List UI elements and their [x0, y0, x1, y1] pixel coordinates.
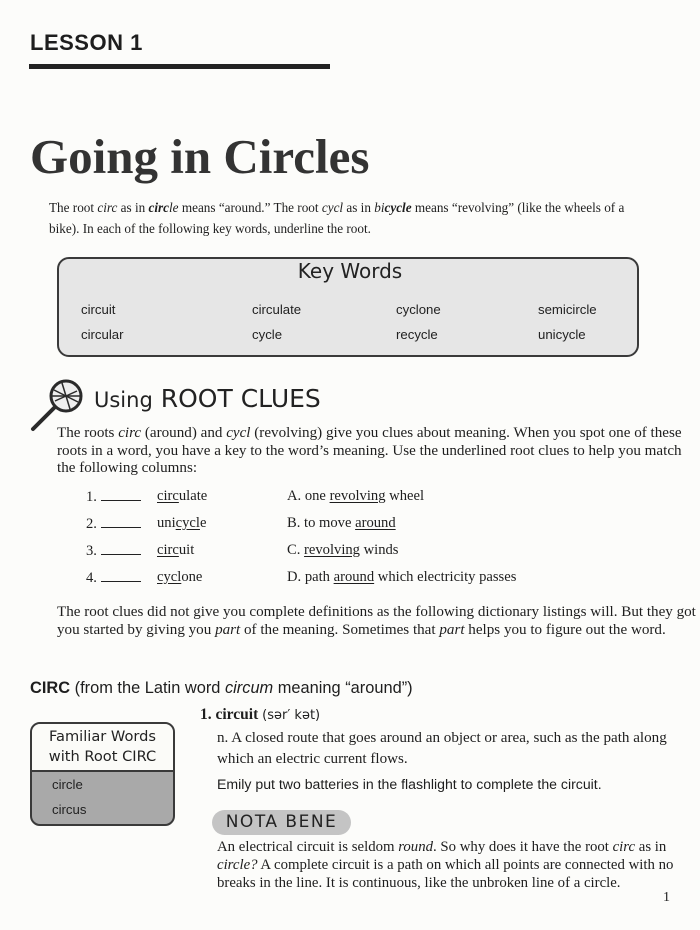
word-root: circ — [157, 488, 179, 504]
definition-text: which electricity passes — [374, 569, 517, 585]
definition-text: A. one — [287, 488, 330, 504]
pronunciation: (sər′ kət) — [262, 708, 321, 723]
intro-text: as in — [343, 200, 375, 215]
familiar-words-header — [32, 724, 173, 772]
word-root: cycl — [157, 569, 182, 585]
root-clues-heading-small: Using — [94, 388, 153, 412]
nota-bene-text — [217, 839, 677, 892]
emphasis-round: round — [398, 839, 434, 855]
word-root: cycl — [175, 515, 200, 531]
match-definition — [287, 542, 398, 559]
nota-text: . So why does it have the root — [433, 839, 613, 855]
match-word — [157, 488, 207, 505]
clues-text: (around) and — [141, 425, 227, 441]
key-word: circular — [81, 327, 124, 342]
familiar-words-title — [32, 727, 173, 767]
familiar-title-line: Familiar Words — [48, 728, 157, 745]
intro-paragraph — [49, 197, 629, 239]
entry-definition: n. A closed route that goes around an object or area, such as the path along which an electric current flows. — [217, 730, 667, 767]
emphasis-part: part — [215, 621, 241, 638]
match-item-number — [86, 515, 141, 533]
word-suffix: ulate — [178, 488, 208, 504]
key-word: recycle — [396, 327, 438, 342]
root-circ: circ — [118, 425, 142, 441]
match-definition — [287, 515, 396, 532]
root-clues-heading-main: ROOT CLUES — [160, 384, 321, 413]
lesson-divider — [29, 64, 330, 69]
nota-bene-label: NOTA BENE — [225, 812, 338, 832]
match-item-number — [86, 569, 141, 587]
para-text: The root clues did not give you complete definitions as the following dictionary listings will. But they got you started by giving you — [57, 604, 696, 638]
example-bicycle-root: cycle — [384, 200, 412, 215]
definition-text: winds — [359, 542, 399, 558]
example-circle-root: circ — [148, 200, 170, 215]
key-word: cyclone — [396, 302, 441, 317]
intro-text: The root — [49, 200, 98, 215]
root-name: CIRC — [30, 679, 71, 697]
definition-clue: revolving — [329, 488, 386, 504]
definition-text: D. path — [287, 569, 334, 585]
latin-word: circum — [224, 679, 274, 697]
page-title: Going in Circles — [30, 129, 370, 184]
match-number: 4. — [86, 570, 97, 586]
definition-text: C. — [287, 542, 305, 558]
familiar-title-line: with Root CIRC — [48, 748, 157, 765]
word-root: circ — [157, 542, 179, 558]
familiar-word: circus — [52, 802, 87, 817]
match-item-number — [86, 488, 141, 506]
key-word: unicycle — [538, 327, 586, 342]
match-number: 3. — [86, 543, 97, 559]
match-word — [157, 542, 194, 559]
definition-clue: around — [355, 515, 396, 531]
example-circle-rest: le — [169, 200, 179, 215]
match-word — [157, 569, 202, 586]
intro-text: means “revolving” (like the wheels of a bike). In each of the following key words, underline the root. — [49, 200, 625, 236]
definition-text: B. to move — [287, 515, 356, 531]
para-text: of the meaning. Sometimes that — [240, 621, 440, 638]
heading-text: (from the Latin word — [70, 679, 225, 697]
answer-blank[interactable] — [101, 488, 141, 501]
clues-text: (revolving) give you clues about meaning. When you spot one of these roots in a word, you have a key to the word’s meaning. Use the underlined root clues to help you match the following columns: — [57, 425, 682, 477]
match-definition — [287, 488, 424, 505]
word-suffix: e — [199, 515, 207, 531]
emphasis-part: part — [439, 621, 465, 638]
root-circ: circ — [97, 200, 118, 215]
key-word: circulate — [252, 302, 302, 317]
key-word: cycle — [252, 327, 283, 342]
answer-blank[interactable] — [101, 542, 141, 555]
explanation-paragraph — [57, 604, 697, 639]
root-cycl: cycl — [321, 200, 344, 215]
root-clues-paragraph — [57, 425, 697, 478]
nota-text: as in — [635, 839, 667, 855]
clues-text: The roots — [57, 425, 119, 441]
match-definition — [287, 569, 516, 586]
nota-text: An electrical circuit is seldom — [217, 839, 399, 855]
match-item-number — [86, 542, 141, 560]
match-word — [157, 515, 206, 532]
familiar-words-box — [30, 722, 175, 826]
headword: 1. circuit — [200, 706, 259, 723]
key-words-title: Key Words — [297, 259, 403, 283]
para-text: helps you to figure out the word. — [464, 621, 666, 638]
definition-text: wheel — [385, 488, 424, 504]
entry-example: Emily put two batteries in the flashlight to complete the circuit. — [217, 776, 602, 792]
answer-blank[interactable] — [101, 569, 141, 582]
intro-text: means “around.” The root — [178, 200, 322, 215]
word-suffix: one — [181, 569, 203, 585]
root-clues-heading — [94, 384, 321, 413]
definition-clue: revolving — [304, 542, 360, 558]
heading-text: meaning “around”) — [273, 679, 413, 697]
word-prefix: uni — [157, 515, 176, 531]
nota-text: A complete circuit is a path on which all points are connected with no breaks in the line. It is continuous, like the unbroken line of a circle. — [217, 856, 674, 891]
lesson-label: LESSON 1 — [30, 30, 143, 55]
answer-blank[interactable] — [101, 515, 141, 528]
root-circ: circ — [612, 839, 636, 855]
root-cycl: cycl — [226, 425, 251, 441]
key-word: semicircle — [538, 302, 597, 317]
word-suffix: uit — [178, 542, 195, 558]
key-word: circuit — [81, 302, 116, 317]
familiar-word: circle — [52, 777, 83, 792]
match-number: 2. — [86, 516, 97, 532]
example-bicycle-prefix: bi — [374, 200, 385, 215]
intro-text: as in — [117, 200, 149, 215]
definition-clue: around — [333, 569, 375, 585]
page-number: 1 — [663, 890, 670, 905]
circ-section-heading — [30, 679, 413, 698]
dictionary-entry-head — [200, 706, 320, 724]
match-number: 1. — [86, 489, 97, 505]
example-circle: circle? — [217, 856, 258, 873]
